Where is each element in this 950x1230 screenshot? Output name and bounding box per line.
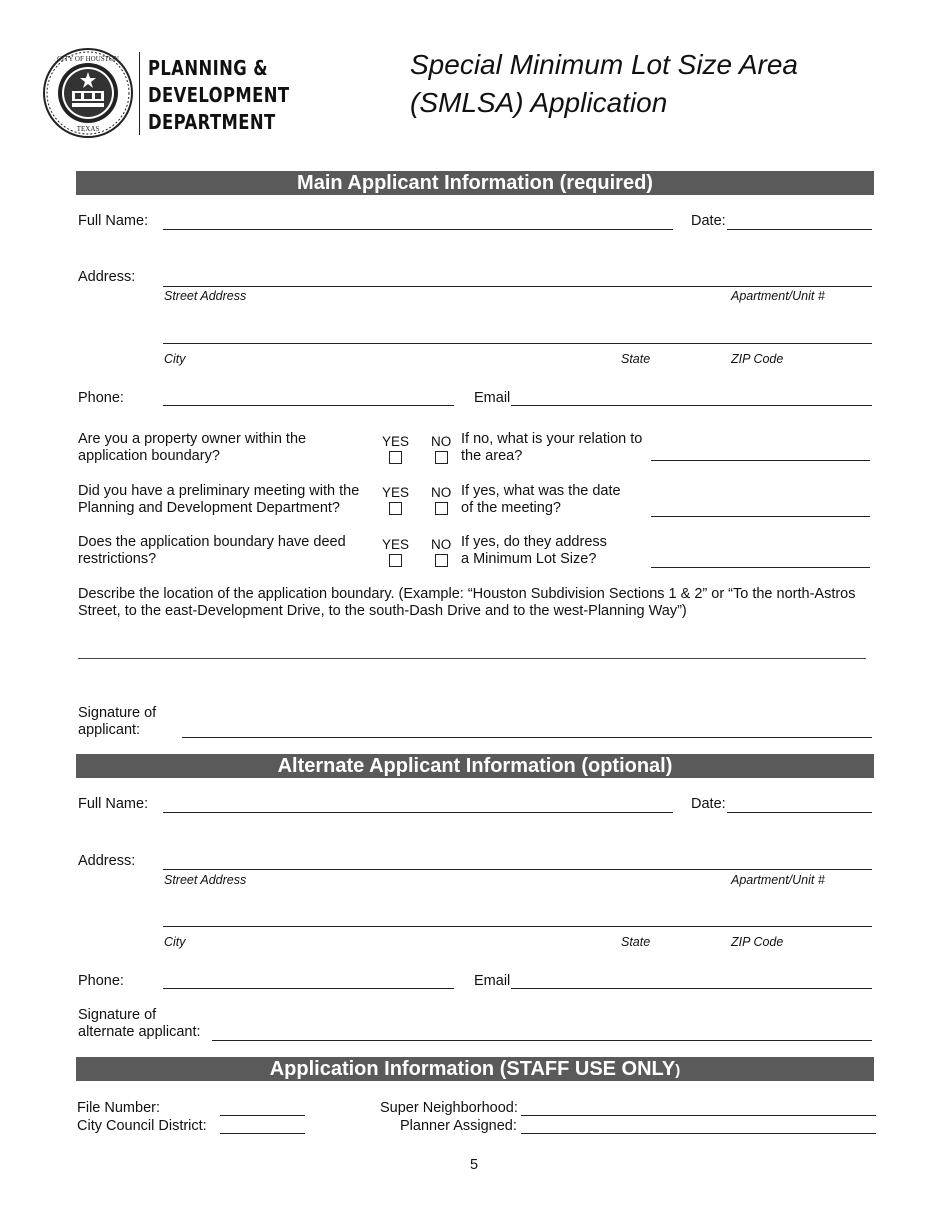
followup-meeting-date <box>461 483 621 517</box>
describe-text-line: Describe the location of the application boundary. (Example: “Houston Subdivision Sections 1 & 2” or “To the north-Astros <box>78 586 856 602</box>
alt-street-address-field[interactable] <box>163 869 872 870</box>
alt-signature-label-line: alternate applicant: <box>78 1024 201 1040</box>
file-number-field[interactable] <box>220 1115 305 1116</box>
section-bar-main-applicant: Main Applicant Information (required) <box>76 171 874 195</box>
date-label: Date: <box>691 213 726 229</box>
question-text-line: application boundary? <box>78 448 220 464</box>
meeting-date-field[interactable] <box>651 516 870 517</box>
deed-no-checkbox[interactable] <box>435 554 448 567</box>
alt-address-label: Address: <box>78 853 136 869</box>
followup-text-line: a Minimum Lot Size? <box>461 551 597 567</box>
alt-email-label: Email <box>474 973 511 989</box>
city-state-zip-field[interactable] <box>163 343 872 344</box>
location-description-field[interactable] <box>78 658 866 659</box>
alt-apartment-unit-caption: Apartment/Unit # <box>731 873 825 887</box>
city-seal-logo <box>42 47 134 139</box>
super-neighborhood-field[interactable] <box>521 1115 876 1116</box>
relation-field[interactable] <box>651 460 870 461</box>
applicant-signature-field[interactable] <box>182 737 872 738</box>
alternate-signature-field[interactable] <box>212 1040 872 1041</box>
owner-no-checkbox[interactable] <box>435 451 448 464</box>
apartment-unit-caption: Apartment/Unit # <box>731 289 825 303</box>
planner-assigned-label: Planner Assigned: <box>400 1118 517 1134</box>
planner-assigned-field[interactable] <box>521 1133 876 1134</box>
section-bar-alternate-applicant: Alternate Applicant Information (optional) <box>76 754 874 778</box>
question-deed-restrictions <box>78 534 346 568</box>
council-district-field[interactable] <box>220 1133 305 1134</box>
alt-date-label: Date: <box>691 796 726 812</box>
phone-field[interactable] <box>163 405 454 406</box>
street-address-caption: Street Address <box>164 289 247 303</box>
section-bar-staff-use <box>76 1057 874 1081</box>
question-text-line: Did you have a preliminary meeting with the <box>78 483 360 499</box>
no-label: NO <box>431 485 452 500</box>
question-text-line: restrictions? <box>78 551 157 567</box>
page-title <box>410 46 798 122</box>
question-text-line: Does the application boundary have deed <box>78 534 346 550</box>
no-label: NO <box>431 537 452 552</box>
email-label: Email <box>474 390 511 406</box>
file-number-label: File Number: <box>77 1100 160 1116</box>
signature-label <box>78 705 156 739</box>
no-label: NO <box>431 434 452 449</box>
alt-city-caption: City <box>164 935 186 949</box>
meeting-no-checkbox[interactable] <box>435 502 448 515</box>
seal-text-top: CITY OF HOUSTON <box>57 55 119 63</box>
dept-line-3: DEPARTMENT <box>148 110 276 134</box>
council-district-label: City Council District: <box>77 1118 207 1134</box>
followup-text-line: If yes, do they address <box>461 534 607 550</box>
describe-location-instructions <box>78 586 878 620</box>
department-name <box>148 55 289 136</box>
question-text-line: Are you a property owner within the <box>78 431 307 447</box>
page-number: 5 <box>470 1157 479 1173</box>
signature-label-line: Signature of <box>78 705 157 721</box>
deed-yes-checkbox[interactable] <box>389 554 402 567</box>
minimum-lot-size-field[interactable] <box>651 567 870 568</box>
title-line-2: (SMLSA) Application <box>410 87 668 118</box>
dept-line-2: DEVELOPMENT <box>148 83 290 107</box>
alt-full-name-label: Full Name: <box>78 796 149 812</box>
date-field[interactable] <box>727 229 872 230</box>
followup-text-line: of the meeting? <box>461 500 561 516</box>
alt-date-field[interactable] <box>727 812 872 813</box>
phone-label: Phone: <box>78 390 124 406</box>
alt-street-address-caption: Street Address <box>164 873 247 887</box>
question-preliminary-meeting <box>78 483 359 517</box>
seal-text-bottom: TEXAS <box>76 125 100 133</box>
full-name-field[interactable] <box>163 229 673 230</box>
alt-state-caption: State <box>621 935 651 949</box>
yes-label: YES <box>382 434 410 449</box>
followup-minimum-lot-size <box>461 534 607 568</box>
full-name-label: Full Name: <box>78 213 149 229</box>
followup-relation <box>461 431 642 465</box>
staff-bar-title: Application Information (STAFF USE ONLY <box>269 1058 676 1080</box>
staff-bar-paren: ) <box>675 1062 681 1079</box>
alt-signature-label-line: Signature of <box>78 1007 157 1023</box>
title-line-1: Special Minimum Lot Size Area <box>410 49 799 80</box>
alt-city-state-zip-field[interactable] <box>163 926 872 927</box>
super-neighborhood-label: Super Neighborhood: <box>380 1100 518 1116</box>
meeting-yes-checkbox[interactable] <box>389 502 402 515</box>
describe-text-line: Street, to the east-Development Drive, to the south-Dash Drive and to the west-Planning Way”) <box>78 603 687 619</box>
question-text-line: Planning and Development Department? <box>78 500 340 516</box>
alt-email-field[interactable] <box>511 988 872 989</box>
followup-text-line: the area? <box>461 448 523 464</box>
followup-text-line: If yes, what was the date <box>461 483 621 499</box>
alt-signature-label <box>78 1007 201 1041</box>
dept-line-1: PLANNING & <box>148 56 269 80</box>
yes-label: YES <box>382 537 410 552</box>
alt-phone-field[interactable] <box>163 988 454 989</box>
header-divider <box>139 52 140 135</box>
owner-yes-checkbox[interactable] <box>389 451 402 464</box>
yes-label: YES <box>382 485 410 500</box>
street-address-field[interactable] <box>163 286 872 287</box>
question-property-owner <box>78 431 306 465</box>
alt-full-name-field[interactable] <box>163 812 673 813</box>
state-caption: State <box>621 352 651 366</box>
signature-label-line: applicant: <box>78 722 141 738</box>
city-caption: City <box>164 352 186 366</box>
address-label: Address: <box>78 269 136 285</box>
alt-phone-label: Phone: <box>78 973 124 989</box>
email-field[interactable] <box>511 405 872 406</box>
followup-text-line: If no, what is your relation to <box>461 431 643 447</box>
zip-caption: ZIP Code <box>731 352 784 366</box>
alt-zip-caption: ZIP Code <box>731 935 784 949</box>
